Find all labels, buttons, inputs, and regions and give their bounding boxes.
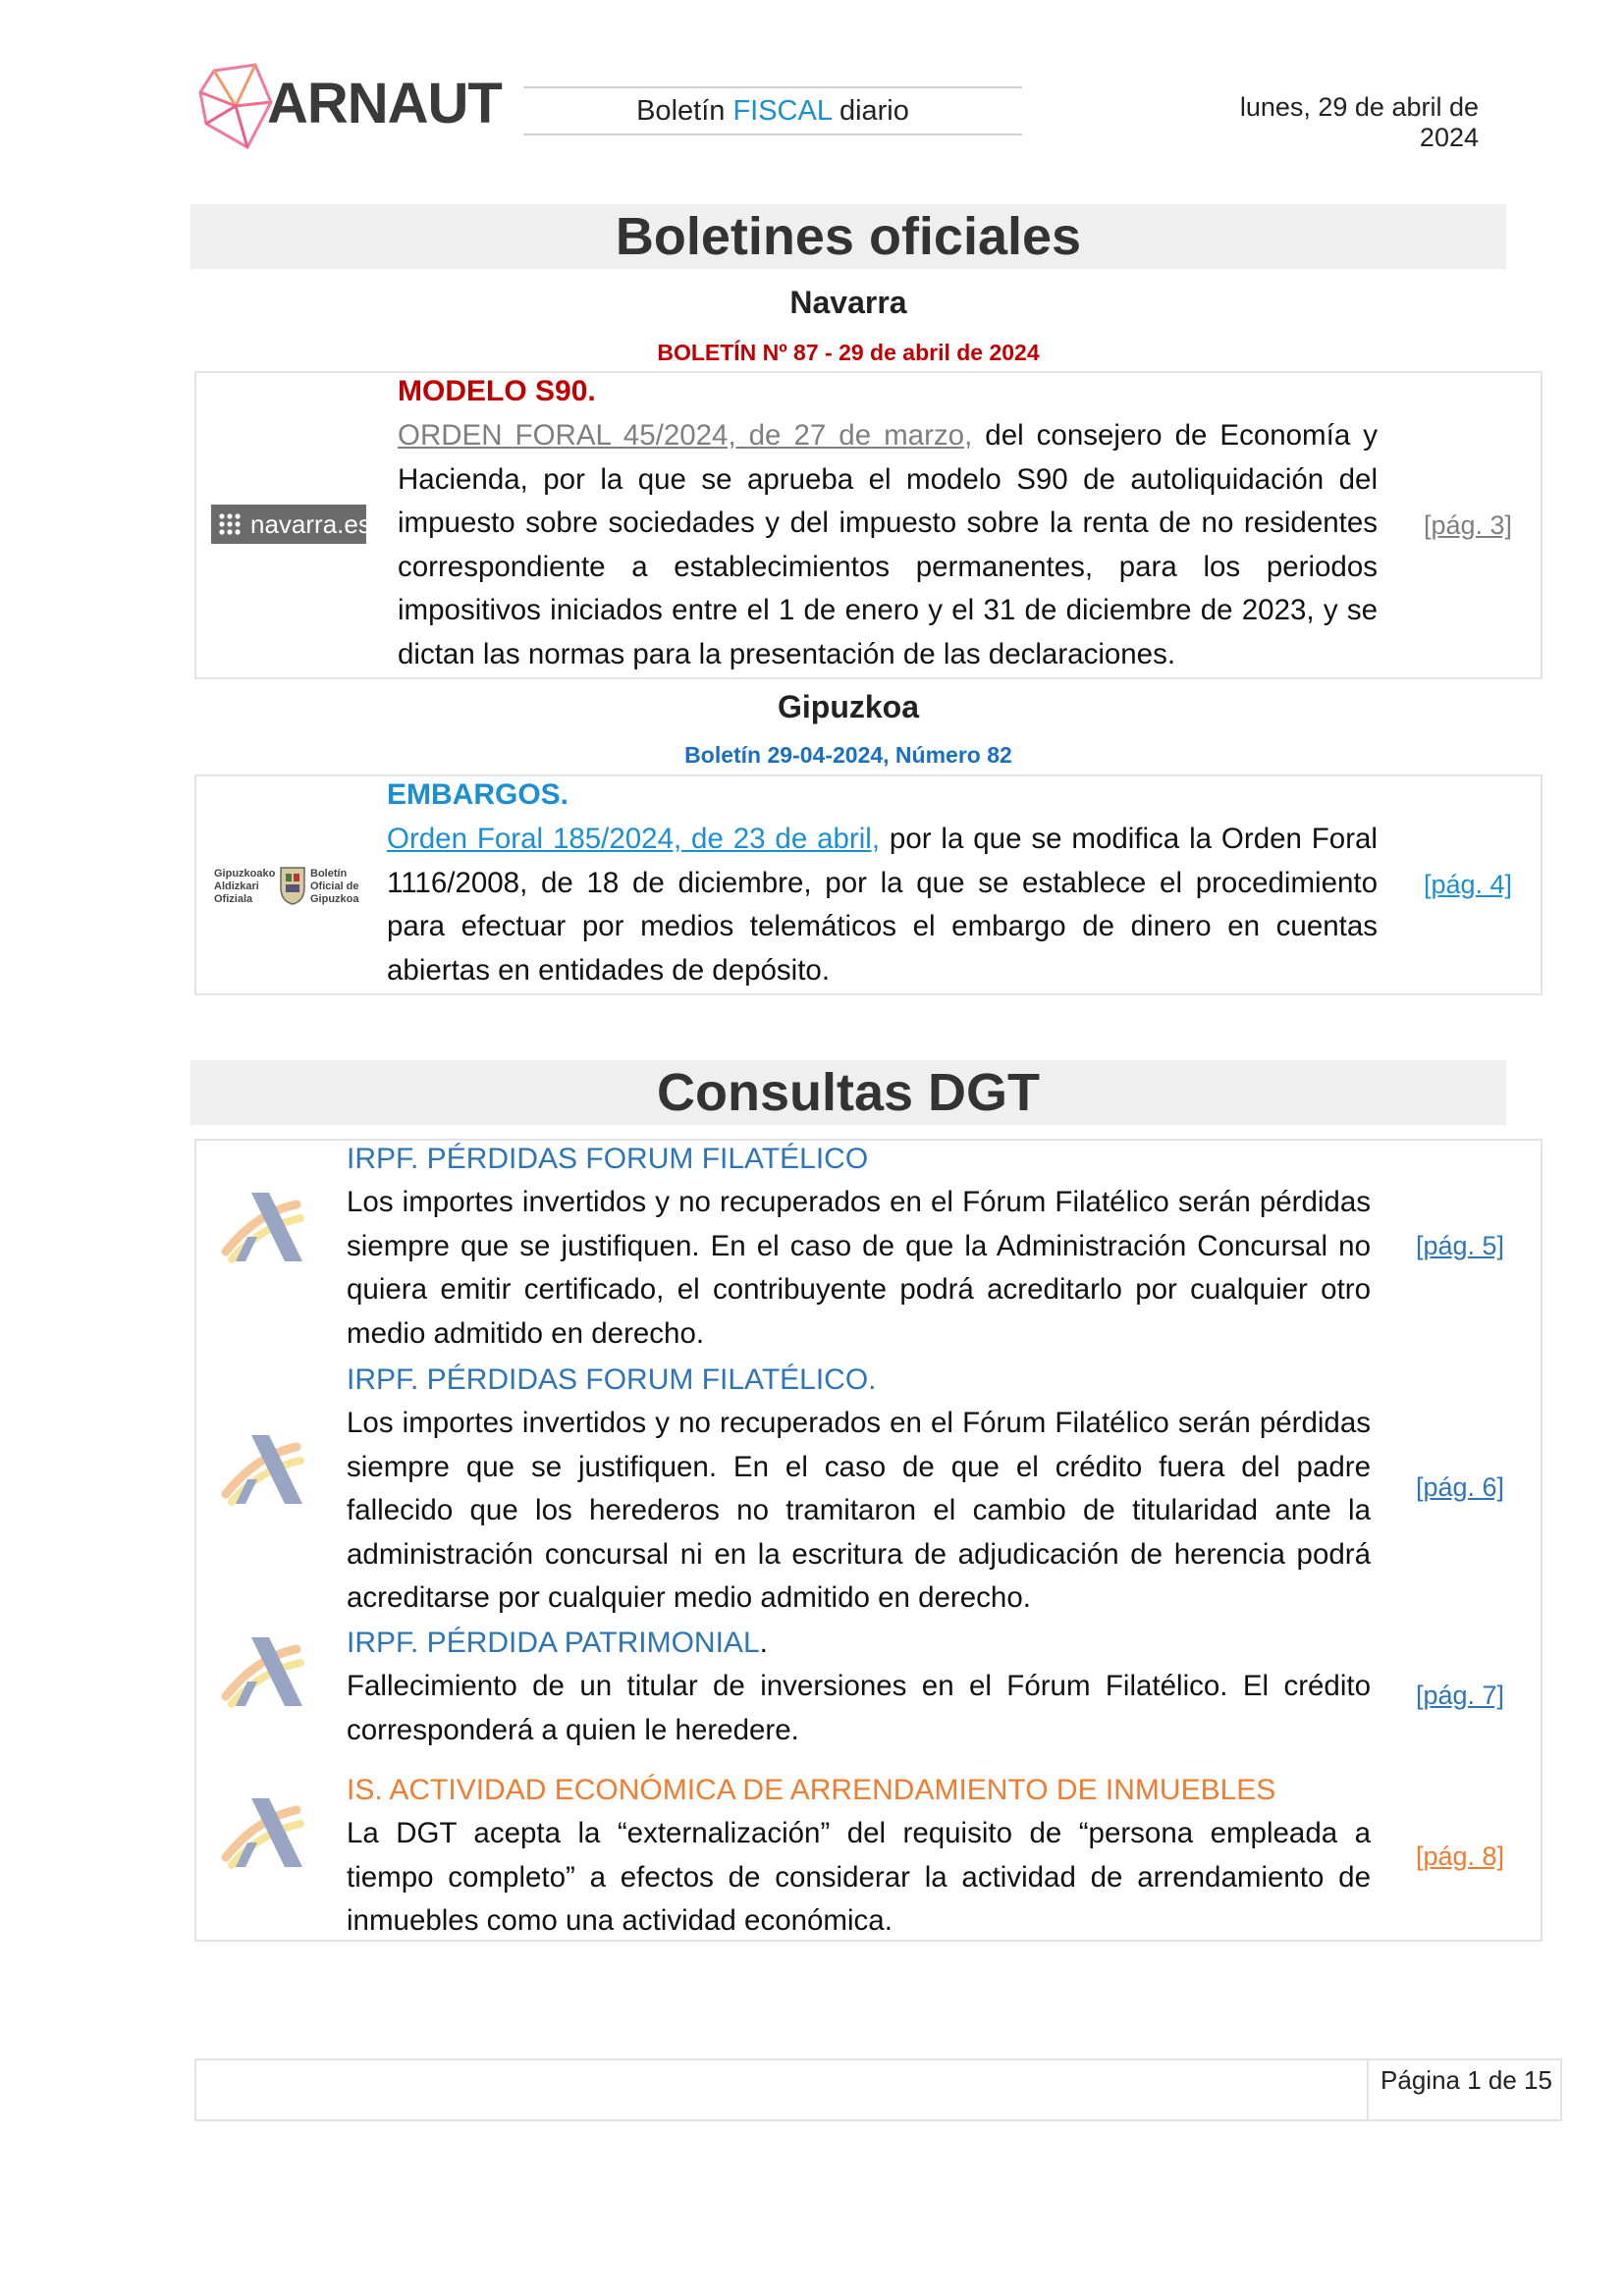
navarra-logo-text: navarra.es: [250, 509, 371, 539]
footer-page-number: Página 1 de 15: [1380, 2065, 1552, 2095]
gipuzkoa-entry-link[interactable]: Orden Foral 185/2024, de 23 de abril,: [387, 823, 881, 855]
consulta-1-page-link[interactable]: [pág. 5]: [1415, 1231, 1505, 1260]
boletin-gipuzkoa: Boletín 29-04-2024, Número 82: [684, 742, 1012, 768]
bulletin-title-prefix: Boletín: [636, 95, 733, 127]
gipuzkoa-entry-text: [387, 818, 1378, 992]
navarra-logo: [211, 505, 371, 544]
section-title-boletines: Boletines oficiales: [615, 207, 1082, 266]
bulletin-title-fiscal: FISCAL: [732, 95, 832, 127]
gipuzkoa-shield-icon: [279, 866, 306, 905]
footer-divider: [1367, 2058, 1369, 2121]
navarra-entry-title: MODELO S90.: [398, 375, 596, 407]
consulta-2-text: Los importes invertidos y no recuperados en el Fórum Filatélico serán pérdidas siempre que se justifiquen. En el caso de que el crédito fuera del padre fallecido que los herederos no tramitaron el cambio de titularidad ante la administración concursal ni en la escritura de adjudicación de herencia podrá acreditarse por cualquier medio admitido en derecho.: [347, 1407, 1371, 1614]
consulta-3-title-line: [347, 1627, 768, 1660]
navarra-page-link[interactable]: [pág. 3]: [1423, 510, 1513, 540]
aeat-logo-icon: [218, 1628, 306, 1716]
section-band-consultas: [190, 1060, 1506, 1125]
consulta-3-title: IRPF. PÉRDIDA PATRIMONIAL: [347, 1627, 760, 1659]
consulta-4-title: IS. ACTIVIDAD ECONÓMICA DE ARRENDAMIENTO DE INMUEBLES: [347, 1774, 1276, 1806]
aeat-logo-icon: [218, 1789, 306, 1877]
consulta-1-text: Los importes invertidos y no recuperados en el Fórum Filatélico serán pérdidas siempre que se justifiquen. En el caso de que la Administración Concursal no quiera emitir certificado, el contribuyente podrá acreditarlo por cualquier otro medio admitido en derecho.: [347, 1186, 1371, 1350]
consulta-4-page-link[interactable]: [pág. 8]: [1415, 1842, 1505, 1871]
consulta-3-title-suffix: .: [759, 1627, 768, 1659]
region-navarra: Navarra: [789, 285, 907, 320]
consulta-3-text-block: [347, 1665, 1371, 1752]
gipuzkoa-logo: [212, 860, 359, 919]
aeat-logo-icon: [218, 1183, 306, 1271]
bulletin-title: [523, 88, 1022, 133]
navarra-entry-text: [398, 414, 1378, 676]
consulta-3-text: Fallecimiento de un titular de inversiones en el Fórum Filatélico. El crédito corresponderá a quien le herede: [347, 1670, 1371, 1746]
section-title-consultas: Consultas DGT: [656, 1063, 1041, 1122]
footer-box: [194, 2058, 1562, 2121]
aeat-logo-icon: [218, 1425, 306, 1514]
consulta-3-page-link[interactable]: [pág. 7]: [1415, 1681, 1505, 1710]
navarra-entry-body: del consejero de Economía y Hacienda, por la que se aprueba el modelo S90 de autoliquidación del impuesto sobre sociedades y del impuesto sobre la renta de no residentes correspondiente a establecimientos permanentes, para los periodos impositivos iniciados entre el 1 de enero y el 31 de diciembre de 2023, y se dictan las normas para la presentación de las declaraciones.: [398, 419, 1378, 670]
arnaut-logo-mark-icon: [196, 63, 275, 153]
arnaut-logo-text: ARNAUT: [267, 72, 502, 135]
navarra-entry-link[interactable]: ORDEN FORAL 45/2024, de 27 de marzo,: [398, 419, 973, 452]
consulta-3-text-suffix: re.: [765, 1713, 799, 1746]
consulta-2-page-link[interactable]: [pág. 6]: [1415, 1472, 1505, 1502]
boletin-navarra: BOLETÍN Nº 87 - 29 de abril de 2024: [657, 340, 1040, 365]
bulletin-title-box: [523, 86, 1022, 135]
header-date: lunes, 29 de abril de 2024: [1239, 92, 1479, 152]
gipuzkoa-logo-right-text: Boletín Oficial de Gipuzkoa: [310, 868, 359, 905]
section-band-boletines: [190, 204, 1506, 269]
gipuzkoa-logo-left-text: Gipuzkoako Aldizkari Ofiziala: [214, 868, 276, 905]
gipuzkoa-entry-title: EMBARGOS.: [387, 778, 569, 811]
bulletin-title-suffix: diario: [831, 95, 909, 127]
consulta-1-title: IRPF. PÉRDIDAS FORUM FILATÉLICO: [347, 1143, 869, 1175]
consulta-2-title: IRPF. PÉRDIDAS FORUM FILATÉLICO.: [347, 1363, 877, 1396]
region-gipuzkoa: Gipuzkoa: [777, 689, 919, 724]
gipuzkoa-entry-body: por la que se modifica la Orden Foral 1116/2008, de 18 de diciembre, por la que se establece el procedimiento para efectuar por medios telemáticos el embargo de dinero en cuentas abiertas en entidades de depósito.: [387, 823, 1378, 987]
consulta-4-text: La DGT acepta la “externalización” del requisito de “persona empleada a tiempo completo” a efectos de considerar la actividad de arrendamiento de inmuebles como una actividad económica.: [347, 1817, 1371, 1937]
gipuzkoa-page-link[interactable]: [pág. 4]: [1423, 870, 1513, 899]
navarra-grid-icon: [219, 513, 244, 535]
